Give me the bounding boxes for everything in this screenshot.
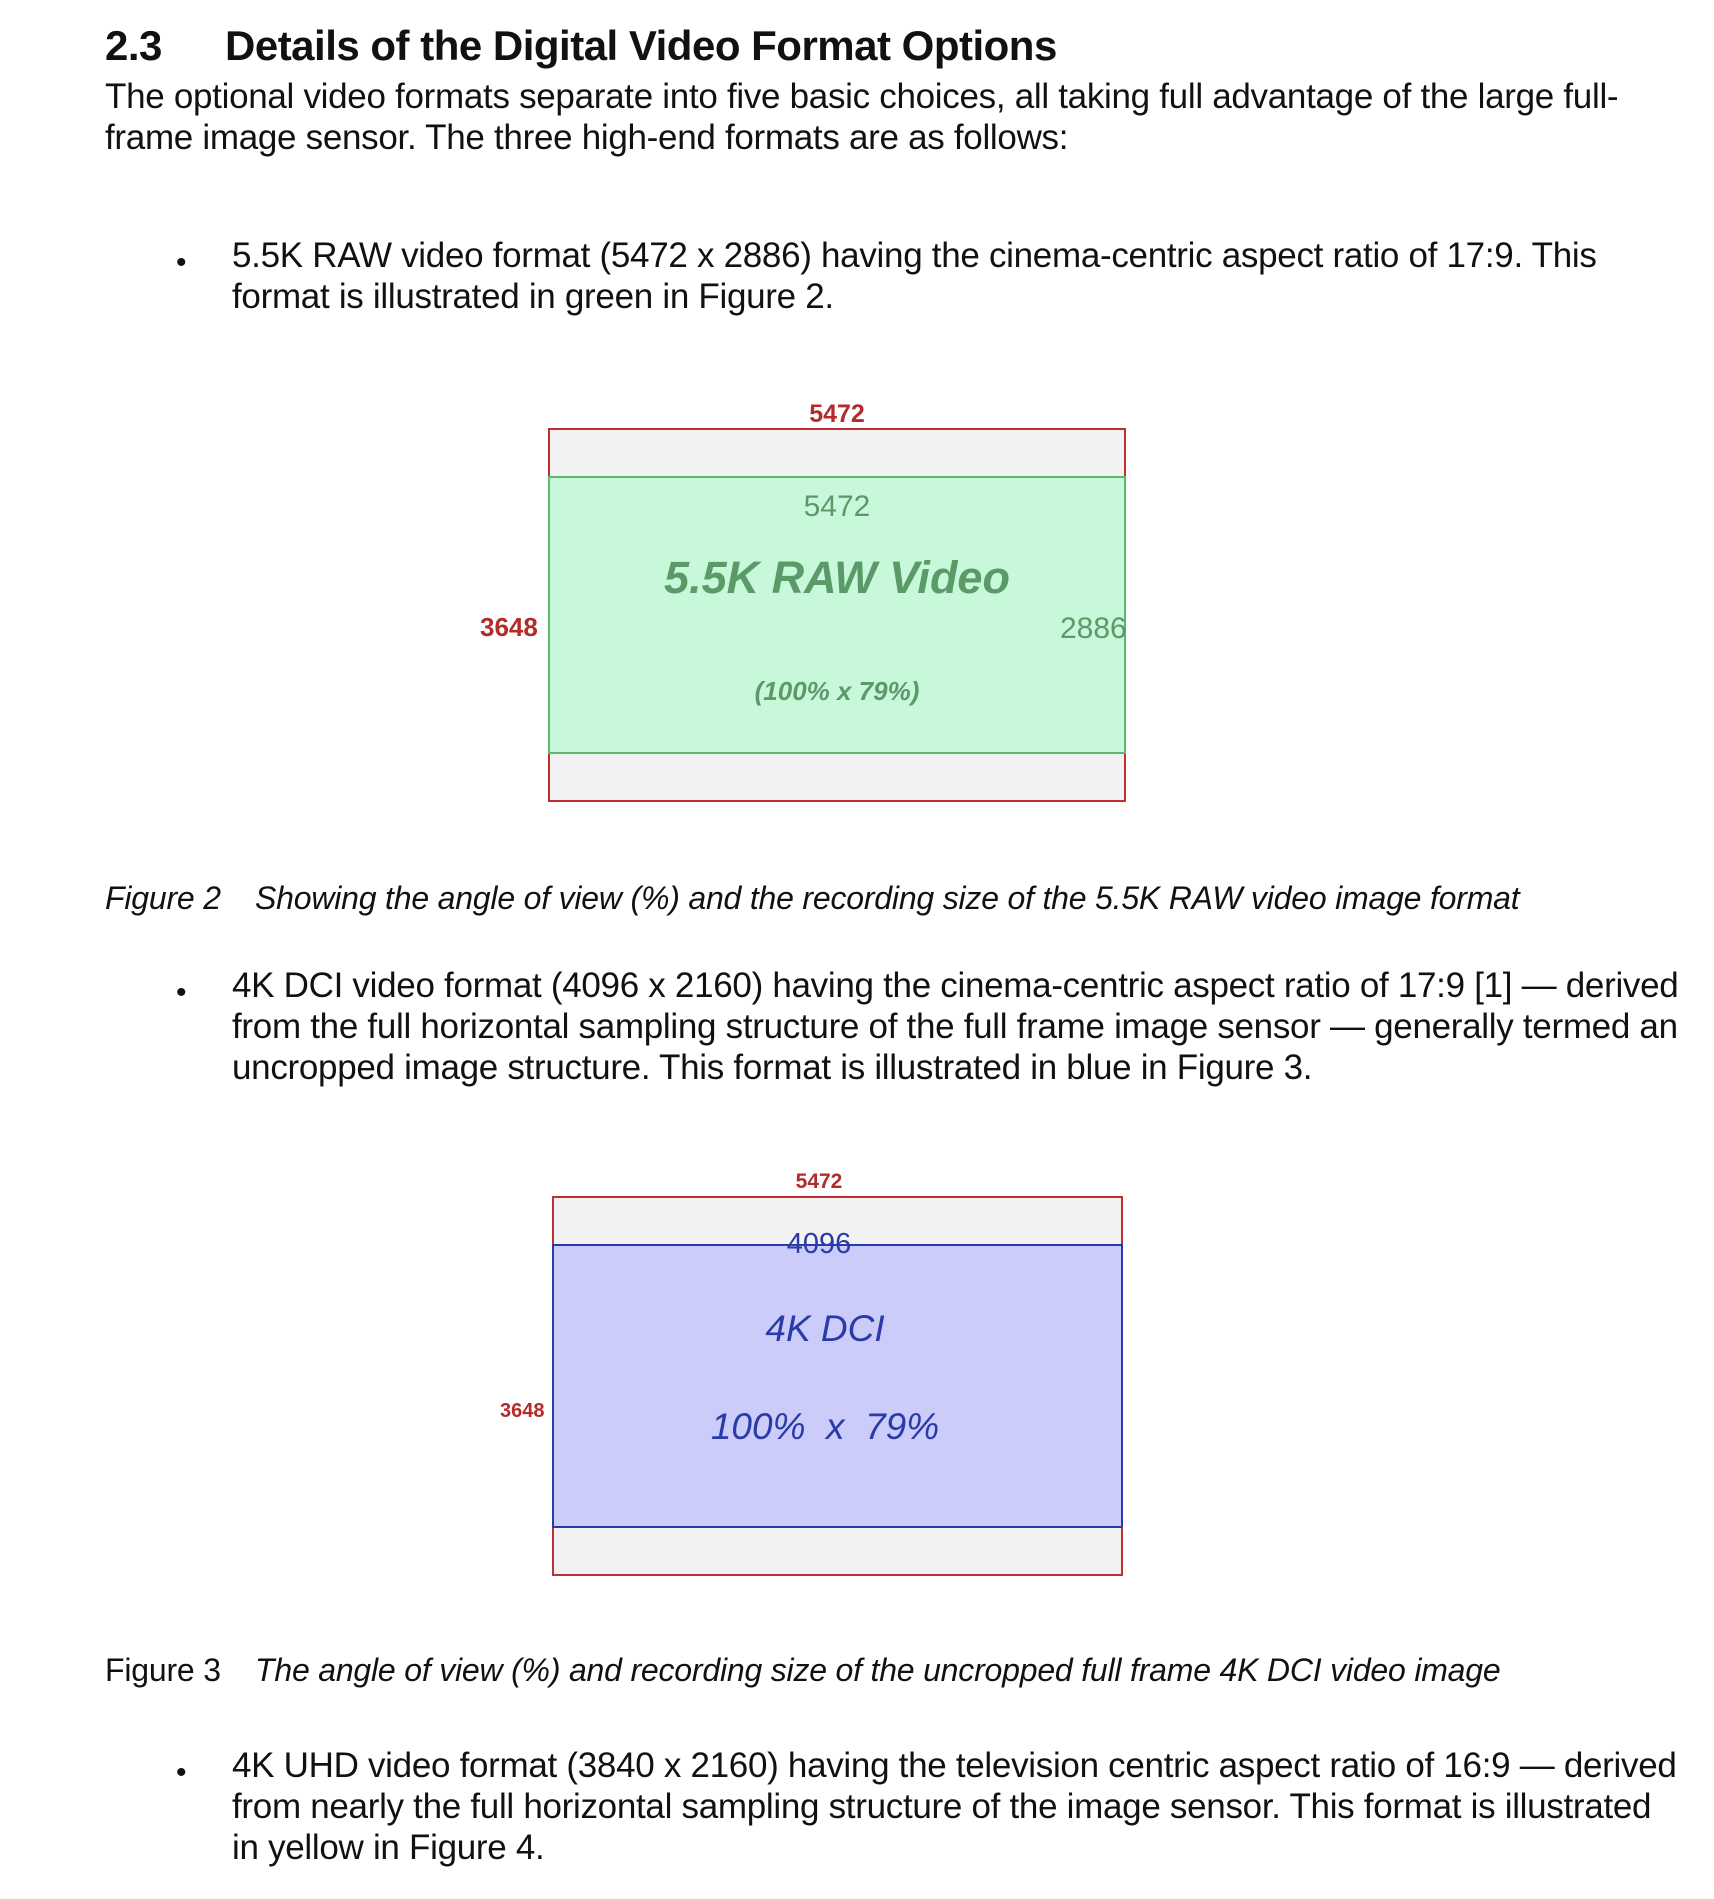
- figure-2-caption: [105, 880, 1519, 917]
- bullet-text-2: 4K DCI video format (4096 x 2160) having the cinema-centric aspect ratio of 17:9 [1] — derived from the full horizontal sampling structure of the full frame image sensor — generally termed an uncropped image structure. This format is illustrated in blue in Figure 3.: [232, 966, 1679, 1087]
- intro-paragraph: The optional video formats separate into five basic choices, all taking full advantage of the large full-frame image sensor. The three high-end formats are as follows:: [105, 77, 1619, 157]
- fig2-format-height-label: 2886: [1060, 612, 1127, 645]
- bullet-marker-2: •: [176, 976, 187, 1009]
- section-number: 2.3: [105, 22, 162, 69]
- bullet-text-1: 5.5K RAW video format (5472 x 2886) having the cinema-centric aspect ratio of 17:9. This format is illustrated in green in Figure 2.: [232, 236, 1597, 316]
- figure-2-caption-text: Showing the angle of view (%) and the recording size of the 5.5K RAW video image format: [255, 880, 1520, 916]
- figure-2: [480, 400, 1200, 820]
- figure-2-caption-label: Figure 2: [105, 880, 221, 916]
- figure-3-caption: [105, 1652, 1500, 1689]
- bullet-text-3: 4K UHD video format (3840 x 2160) having the television centric aspect ratio of 16:9 — derived from nearly the full horizontal sampling structure of the image sensor. This format is illustrated in yellow in Figure 4.: [232, 1746, 1677, 1867]
- figure-3-caption-text: The angle of view (%) and recording size of the uncropped full frame 4K DCI video image: [255, 1652, 1501, 1688]
- bullet-marker-3: •: [176, 1756, 187, 1789]
- fig3-format-title: 4K DCI: [765, 1308, 885, 1349]
- bullet-marker-1: •: [176, 246, 187, 279]
- fig3-format-frame: [552, 1244, 1123, 1528]
- figure-3: [480, 1170, 1200, 1590]
- section-heading: [105, 22, 1057, 70]
- fig2-percent-label: (100% x 79%): [754, 676, 920, 706]
- figure-3-caption-label: Figure 3: [105, 1652, 221, 1688]
- section-title: Details of the Digital Video Format Options: [225, 22, 1057, 69]
- fig3-format-width-label: 4096: [786, 1228, 852, 1260]
- fig2-sensor-width-label: 5472: [809, 400, 865, 428]
- fig2-sensor-height-label: 3648: [480, 612, 538, 642]
- fig2-format-width-label: 5472: [803, 490, 871, 523]
- fig3-percent-label: 100% x 79%: [710, 1406, 940, 1447]
- fig2-format-title: 5.5K RAW Video: [664, 552, 1010, 603]
- fig3-sensor-height-label: 3648: [500, 1400, 545, 1422]
- fig3-sensor-width-label: 5472: [795, 1170, 843, 1193]
